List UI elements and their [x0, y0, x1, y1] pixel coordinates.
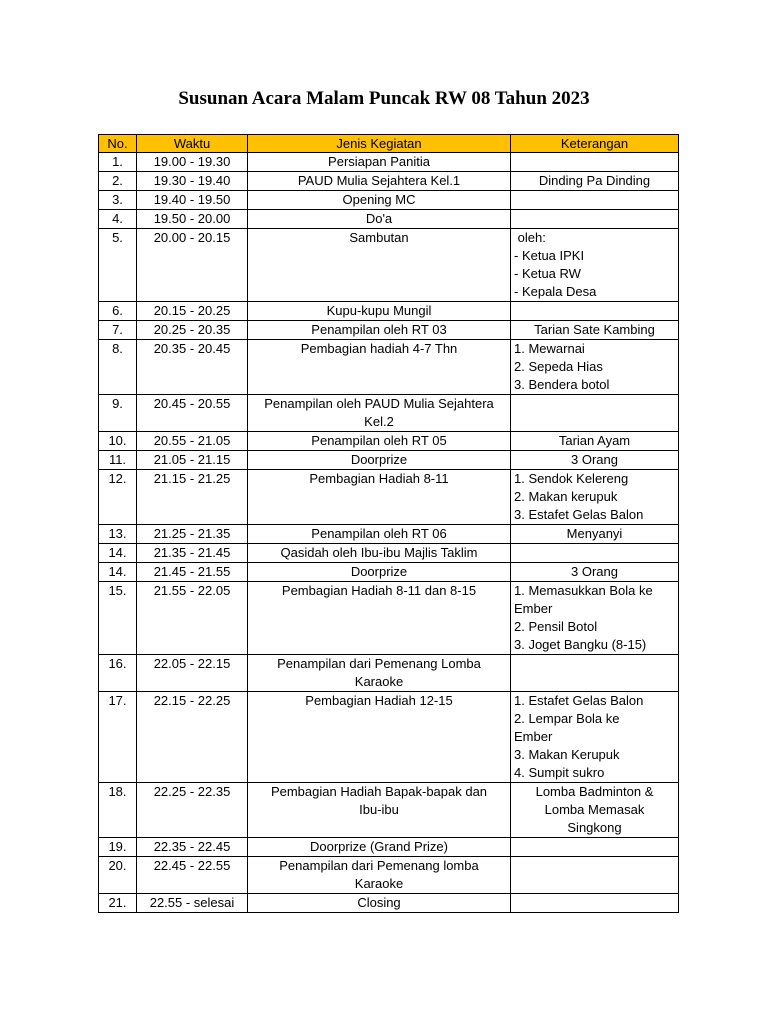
table-row — [99, 470, 679, 525]
cell-jenis-kegiatan — [248, 692, 511, 783]
cell-jenis-kegiatan — [248, 302, 511, 321]
table-row — [99, 544, 679, 563]
cell-waktu: 21.55 - 22.05 — [137, 582, 248, 655]
keterangan-line: 2. Sepeda Hias — [514, 359, 603, 374]
table-row — [99, 692, 679, 783]
cell-jenis-kegiatan — [248, 470, 511, 525]
cell-keterangan — [511, 470, 679, 525]
cell-keterangan — [511, 894, 679, 913]
cell-jenis-kegiatan — [248, 894, 511, 913]
keterangan-line: 2. Lempar Bola ke — [514, 711, 620, 726]
cell-keterangan — [511, 172, 679, 191]
keterangan-line: 2. Makan kerupuk — [514, 489, 618, 504]
keterangan-line: 1. Estafet Gelas Balon — [514, 693, 644, 708]
cell-waktu: 21.35 - 21.45 — [137, 544, 248, 563]
keterangan-line: Ember — [514, 601, 553, 616]
cell-waktu: 19.30 - 19.40 — [137, 172, 248, 191]
table-row — [99, 525, 679, 544]
kegiatan-line: Opening MC — [342, 192, 416, 207]
header-no: No. — [99, 135, 137, 153]
cell-waktu: 22.45 - 22.55 — [137, 857, 248, 894]
cell-no: 11. — [99, 451, 137, 470]
cell-no: 21. — [99, 894, 137, 913]
kegiatan-line: Pembagian Hadiah Bapak-bapak dan — [270, 784, 488, 799]
keterangan-line: Singkong — [567, 820, 622, 835]
cell-waktu: 21.25 - 21.35 — [137, 525, 248, 544]
kegiatan-line: Doorprize — [350, 564, 408, 579]
keterangan-line: 1. Sendok Kelereng — [514, 471, 629, 486]
cell-keterangan — [511, 582, 679, 655]
kegiatan-line: Pembagian hadiah 4-7 Thn — [300, 341, 458, 356]
header-waktu: Waktu — [137, 135, 248, 153]
cell-no: 4. — [99, 210, 137, 229]
cell-no: 20. — [99, 857, 137, 894]
cell-no: 19. — [99, 838, 137, 857]
cell-no: 16. — [99, 655, 137, 692]
kegiatan-line: Penampilan oleh PAUD Mulia Sejahtera — [264, 396, 494, 411]
cell-jenis-kegiatan — [248, 321, 511, 340]
cell-jenis-kegiatan — [248, 432, 511, 451]
table-row — [99, 857, 679, 894]
cell-waktu: 19.00 - 19.30 — [137, 153, 248, 172]
kegiatan-line: Penampilan dari Pemenang Lomba — [277, 656, 481, 671]
cell-keterangan — [511, 563, 679, 582]
keterangan-line: Menyanyi — [566, 526, 623, 541]
table-row — [99, 153, 679, 172]
keterangan-line: 2. Pensil Botol — [514, 619, 598, 634]
cell-keterangan — [511, 525, 679, 544]
cell-jenis-kegiatan — [248, 191, 511, 210]
cell-keterangan — [511, 544, 679, 563]
cell-keterangan — [511, 395, 679, 432]
table-row — [99, 451, 679, 470]
keterangan-line: - Kepala Desa — [514, 284, 597, 299]
table-row — [99, 655, 679, 692]
keterangan-line: Tarian Ayam — [558, 433, 631, 448]
cell-waktu: 21.45 - 21.55 — [137, 563, 248, 582]
table-row — [99, 838, 679, 857]
cell-no: 9. — [99, 395, 137, 432]
kegiatan-line: Closing — [357, 895, 401, 910]
keterangan-line: Dinding Pa Dinding — [538, 173, 651, 188]
keterangan-line: - Ketua RW — [514, 266, 581, 281]
cell-waktu: 20.25 - 20.35 — [137, 321, 248, 340]
cell-jenis-kegiatan — [248, 563, 511, 582]
table-row — [99, 172, 679, 191]
kegiatan-line: Pembagian Hadiah 12-15 — [305, 693, 453, 708]
keterangan-line: 3 Orang — [571, 452, 618, 467]
kegiatan-line: Penampilan oleh RT 05 — [311, 433, 447, 448]
cell-jenis-kegiatan — [248, 655, 511, 692]
table-row — [99, 563, 679, 582]
keterangan-line: 3. Joget Bangku (8-15) — [514, 637, 647, 652]
schedule-table — [98, 134, 679, 913]
cell-waktu: 22.25 - 22.35 — [137, 783, 248, 838]
kegiatan-line: Do'a — [365, 211, 393, 226]
cell-no: 14. — [99, 544, 137, 563]
table-row — [99, 191, 679, 210]
cell-keterangan — [511, 321, 679, 340]
kegiatan-line: Karaoke — [354, 876, 404, 891]
table-row — [99, 432, 679, 451]
cell-no: 18. — [99, 783, 137, 838]
keterangan-line: oleh: — [514, 230, 546, 245]
cell-jenis-kegiatan — [248, 544, 511, 563]
kegiatan-line: Penampilan oleh RT 06 — [311, 526, 447, 541]
cell-keterangan — [511, 451, 679, 470]
table-row — [99, 395, 679, 432]
keterangan-line: 4. Sumpit sukro — [514, 765, 605, 780]
kegiatan-line: Doorprize (Grand Prize) — [310, 839, 448, 854]
cell-no: 8. — [99, 340, 137, 395]
kegiatan-line: Penampilan oleh RT 03 — [311, 322, 447, 337]
cell-waktu: 21.05 - 21.15 — [137, 451, 248, 470]
kegiatan-line: Pembagian Hadiah 8-11 — [309, 471, 449, 486]
cell-waktu: 22.05 - 22.15 — [137, 655, 248, 692]
cell-jenis-kegiatan — [248, 783, 511, 838]
kegiatan-line: Ibu-ibu — [359, 802, 399, 817]
cell-jenis-kegiatan — [248, 525, 511, 544]
cell-keterangan — [511, 838, 679, 857]
keterangan-line: 1. Memasukkan Bola ke — [514, 583, 653, 598]
cell-no: 10. — [99, 432, 137, 451]
cell-jenis-kegiatan — [248, 172, 511, 191]
kegiatan-line: Pembagian Hadiah 8-11 dan 8-15 — [281, 583, 477, 598]
keterangan-line: 3. Estafet Gelas Balon — [514, 507, 644, 522]
cell-jenis-kegiatan — [248, 451, 511, 470]
table-row — [99, 302, 679, 321]
cell-no: 12. — [99, 470, 137, 525]
cell-jenis-kegiatan — [248, 210, 511, 229]
table-row — [99, 210, 679, 229]
cell-keterangan — [511, 783, 679, 838]
cell-jenis-kegiatan — [248, 153, 511, 172]
kegiatan-line: Penampilan dari Pemenang lomba — [279, 858, 479, 873]
kegiatan-line: PAUD Mulia Sejahtera Kel.1 — [297, 173, 461, 188]
kegiatan-line: Sambutan — [349, 230, 409, 245]
table-row — [99, 321, 679, 340]
keterangan-line: Ember — [514, 729, 553, 744]
document-title: Susunan Acara Malam Puncak RW 08 Tahun 2023 — [178, 88, 590, 109]
cell-no: 5. — [99, 229, 137, 302]
cell-keterangan — [511, 857, 679, 894]
cell-no: 6. — [99, 302, 137, 321]
cell-no: 14. — [99, 563, 137, 582]
cell-no: 15. — [99, 582, 137, 655]
cell-waktu: 22.15 - 22.25 — [137, 692, 248, 783]
cell-keterangan — [511, 692, 679, 783]
cell-waktu: 20.35 - 20.45 — [137, 340, 248, 395]
header-jenis-kegiatan: Jenis Kegiatan — [248, 135, 511, 153]
keterangan-line: 3 Orang — [571, 564, 618, 579]
keterangan-line: - Ketua IPKI — [514, 248, 585, 263]
cell-waktu: 20.45 - 20.55 — [137, 395, 248, 432]
cell-jenis-kegiatan — [248, 838, 511, 857]
cell-keterangan — [511, 153, 679, 172]
cell-jenis-kegiatan — [248, 340, 511, 395]
table-row — [99, 894, 679, 913]
cell-waktu: 20.55 - 21.05 — [137, 432, 248, 451]
cell-keterangan — [511, 340, 679, 395]
keterangan-line: Tarian Sate Kambing — [534, 322, 655, 337]
keterangan-line: 3. Bendera botol — [514, 377, 610, 392]
cell-no: 1. — [99, 153, 137, 172]
kegiatan-line: Karaoke — [354, 674, 404, 689]
cell-keterangan — [511, 210, 679, 229]
cell-waktu: 21.15 - 21.25 — [137, 470, 248, 525]
cell-jenis-kegiatan — [248, 229, 511, 302]
cell-waktu: 19.50 - 20.00 — [137, 210, 248, 229]
cell-no: 17. — [99, 692, 137, 783]
table-header-row — [99, 135, 679, 153]
cell-no: 3. — [99, 191, 137, 210]
cell-jenis-kegiatan — [248, 857, 511, 894]
cell-waktu: 20.00 - 20.15 — [137, 229, 248, 302]
table-row — [99, 783, 679, 838]
header-keterangan: Keterangan — [511, 135, 679, 153]
schedule-rows — [99, 153, 679, 913]
table-row — [99, 340, 679, 395]
cell-no: 2. — [99, 172, 137, 191]
cell-waktu: 22.35 - 22.45 — [137, 838, 248, 857]
table-row — [99, 582, 679, 655]
table-row — [99, 229, 679, 302]
cell-waktu: 20.15 - 20.25 — [137, 302, 248, 321]
cell-waktu: 22.55 - selesai — [137, 894, 248, 913]
cell-jenis-kegiatan — [248, 582, 511, 655]
cell-no: 13. — [99, 525, 137, 544]
kegiatan-line: Kupu-kupu Mungil — [326, 303, 432, 318]
cell-keterangan — [511, 432, 679, 451]
cell-keterangan — [511, 191, 679, 210]
cell-no: 7. — [99, 321, 137, 340]
kegiatan-line: Kel.2 — [364, 414, 394, 429]
kegiatan-line: Persiapan Panitia — [328, 154, 430, 169]
cell-keterangan — [511, 229, 679, 302]
cell-keterangan — [511, 302, 679, 321]
keterangan-line: 3. Makan Kerupuk — [514, 747, 620, 762]
cell-jenis-kegiatan — [248, 395, 511, 432]
keterangan-line: 1. Mewarnai — [514, 341, 585, 356]
cell-waktu: 19.40 - 19.50 — [137, 191, 248, 210]
kegiatan-line: Qasidah oleh Ibu-ibu Majlis Taklim — [280, 545, 478, 560]
kegiatan-line: Doorprize — [350, 452, 408, 467]
keterangan-line: Lomba Badminton & — [535, 784, 654, 799]
keterangan-line: Lomba Memasak — [544, 802, 645, 817]
cell-keterangan — [511, 655, 679, 692]
